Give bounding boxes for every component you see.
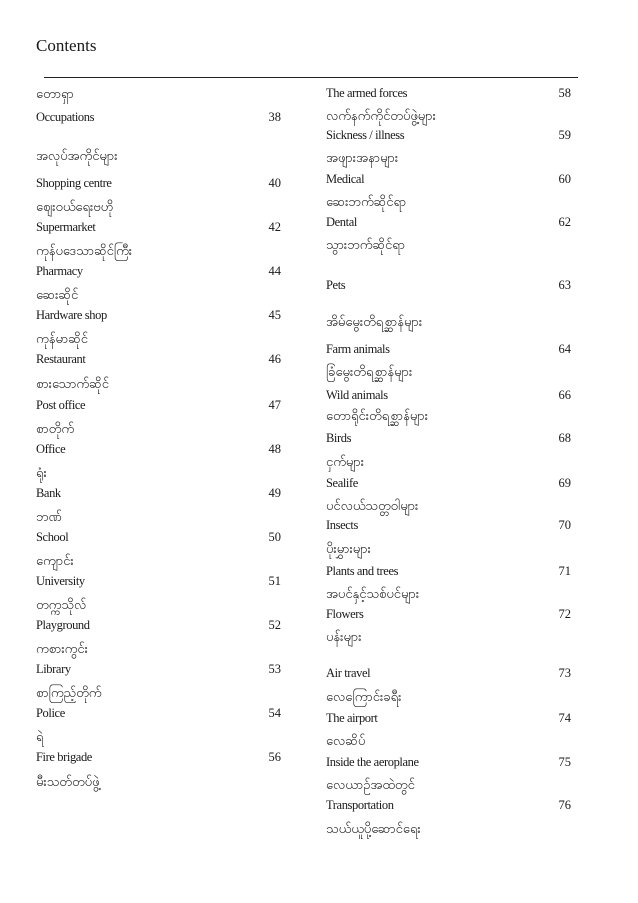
toc-burmese-subtitle: ဈေးဝယ်ရေးဗဟို — [36, 200, 114, 215]
toc-entry — [36, 308, 281, 322]
toc-burmese-subtitle: လေယာဉ်အထဲတွင် — [326, 778, 415, 793]
toc-entry-page: 51 — [268, 574, 281, 588]
header-divider — [44, 77, 578, 78]
toc-entry-page: 38 — [268, 110, 281, 124]
toc-entry — [36, 750, 281, 764]
toc-entry — [326, 711, 571, 725]
toc-entry-page: 69 — [558, 476, 571, 490]
toc-burmese-subtitle: ပင်လယ်သတ္တဝါများ — [326, 499, 419, 514]
toc-burmese-subtitle: ရဲ — [36, 730, 44, 745]
toc-burmese-subtitle: တောရှာ — [36, 87, 74, 102]
toc-entry-title: The airport — [326, 711, 378, 725]
toc-entry-page: 76 — [558, 798, 571, 812]
toc-entry-page: 74 — [558, 711, 571, 725]
toc-burmese-subtitle: စားသောက်ဆိုင် — [36, 377, 109, 392]
toc-entry-title: Pets — [326, 278, 346, 292]
toc-entry — [36, 706, 281, 720]
toc-entry — [326, 86, 571, 100]
toc-burmese-subtitle: အိမ်မွေးတိရစ္ဆာန်များ — [326, 315, 423, 330]
toc-entry-page: 70 — [558, 518, 571, 532]
toc-entry-title: Occupations — [36, 110, 95, 124]
toc-entry-title: The armed forces — [326, 86, 408, 100]
toc-burmese-subtitle: လက်နက်ကိုင်တပ်ဖွဲ့များ — [326, 109, 436, 124]
toc-entry-title: Playground — [36, 618, 90, 632]
toc-entry-title: Hardware shop — [36, 308, 107, 322]
toc-entry-page: 54 — [268, 706, 281, 720]
toc-burmese-subtitle: စာကြည့်တိုက် — [36, 686, 102, 701]
toc-burmese-subtitle: ဆေးဘက်ဆိုင်ရာ — [326, 195, 407, 210]
toc-entry — [326, 278, 571, 292]
toc-entry-page: 59 — [558, 128, 571, 142]
toc-entry — [326, 215, 571, 229]
toc-burmese-subtitle: ကုန်မာဆိုင် — [36, 332, 88, 347]
page-title: Contents — [36, 36, 97, 55]
toc-entry-page: 72 — [558, 607, 571, 621]
toc-entry — [36, 176, 281, 190]
toc-entry-title: Fire brigade — [36, 750, 92, 764]
toc-entry-page: 63 — [558, 278, 571, 292]
toc-entry-page: 62 — [558, 215, 571, 229]
toc-entry-page: 48 — [268, 442, 281, 456]
toc-entry-title: Bank — [36, 486, 61, 500]
toc-entry — [326, 666, 571, 680]
toc-burmese-subtitle: ပိုးမွှားများ — [326, 542, 371, 557]
toc-entry — [326, 342, 571, 356]
toc-entry — [326, 431, 571, 445]
toc-entry-page: 47 — [268, 398, 281, 412]
toc-burmese-subtitle: အဖျားအနာများ — [326, 151, 399, 166]
toc-entry-page: 52 — [268, 618, 281, 632]
toc-entry-title: Restaurant — [36, 352, 86, 366]
toc-entry-title: Police — [36, 706, 65, 720]
toc-entry-page: 75 — [558, 755, 571, 769]
toc-entry-title: Transportation — [326, 798, 394, 812]
toc-burmese-subtitle: တက္ကသိုလ် — [36, 598, 87, 613]
toc-entry — [326, 518, 571, 532]
toc-entry — [36, 110, 281, 124]
toc-burmese-subtitle: ကျောင်း — [36, 554, 74, 569]
toc-burmese-subtitle: သယ်ယူပို့ဆောင်ရေး — [326, 822, 421, 837]
toc-entry-title: Library — [36, 662, 71, 676]
toc-entry-page: 46 — [268, 352, 281, 366]
toc-entry — [326, 388, 571, 402]
toc-entry-page: 64 — [558, 342, 571, 356]
toc-entry-title: University — [36, 574, 85, 588]
toc-entry-title: Sealife — [326, 476, 358, 490]
toc-entry — [36, 530, 281, 544]
toc-entry — [326, 172, 571, 186]
toc-burmese-subtitle: ရုံး — [36, 466, 47, 481]
toc-entry-title: Flowers — [326, 607, 364, 621]
toc-entry-page: 60 — [558, 172, 571, 186]
toc-burmese-subtitle: မီးသတ်တပ်ဖွဲ့ — [36, 775, 100, 790]
toc-entry — [36, 486, 281, 500]
toc-entry — [36, 662, 281, 676]
toc-entry — [36, 574, 281, 588]
toc-entry-title: School — [36, 530, 69, 544]
toc-entry — [36, 352, 281, 366]
toc-entry — [326, 755, 571, 769]
toc-entry-title: Air travel — [326, 666, 371, 680]
toc-entry-page: 68 — [558, 431, 571, 445]
toc-burmese-subtitle: သွားဘက်ဆိုင်ရာ — [326, 238, 406, 253]
toc-entry-title: Office — [36, 442, 66, 456]
toc-burmese-subtitle: တောရိုင်းတိရစ္ဆာန်များ — [326, 409, 429, 424]
toc-entry-title: Plants and trees — [326, 564, 399, 578]
toc-entry-title: Pharmacy — [36, 264, 83, 278]
toc-entry — [326, 564, 571, 578]
toc-burmese-subtitle: စာတိုက် — [36, 422, 75, 437]
toc-entry-title: Supermarket — [36, 220, 96, 234]
toc-entry-page: 53 — [268, 662, 281, 676]
toc-burmese-subtitle: အပင်နှင့်သစ်ပင်များ — [326, 587, 420, 602]
toc-entry — [36, 220, 281, 234]
toc-entry — [326, 607, 571, 621]
toc-entry-page: 66 — [558, 388, 571, 402]
toc-entry — [36, 442, 281, 456]
toc-entry-page: 44 — [268, 264, 281, 278]
toc-entry-title: Dental — [326, 215, 357, 229]
toc-entry — [36, 618, 281, 632]
toc-entry — [326, 476, 571, 490]
toc-entry-title: Inside the aeroplane — [326, 755, 419, 769]
toc-entry-title: Insects — [326, 518, 358, 532]
toc-entry — [36, 398, 281, 412]
toc-burmese-subtitle: လေဆိပ် — [326, 734, 366, 749]
toc-entry — [326, 798, 571, 812]
toc-entry-page: 50 — [268, 530, 281, 544]
toc-entry-title: Medical — [326, 172, 365, 186]
toc-entry-page: 42 — [268, 220, 281, 234]
toc-burmese-subtitle: လေကြောင်းခရီး — [326, 690, 402, 705]
toc-burmese-subtitle: ဆေးဆိုင် — [36, 288, 79, 303]
toc-burmese-subtitle: ကုန်ပဒေသာဆိုင်ကြီး — [36, 244, 133, 259]
toc-burmese-subtitle: ဘဏ် — [36, 510, 62, 525]
toc-burmese-subtitle: အလုပ်အကိုင်များ — [36, 149, 118, 164]
toc-burmese-subtitle: ကစားကွင်း — [36, 642, 88, 657]
toc-entry-page: 58 — [558, 86, 571, 100]
toc-burmese-subtitle: ပန်းများ — [326, 630, 362, 645]
toc-entry-title: Shopping centre — [36, 176, 112, 190]
toc-entry — [326, 128, 571, 142]
toc-entry-title: Farm animals — [326, 342, 390, 356]
toc-entry-page: 40 — [268, 176, 281, 190]
toc-entry-title: Post office — [36, 398, 86, 412]
toc-entry-title: Birds — [326, 431, 352, 445]
toc-entry-page: 56 — [268, 750, 281, 764]
toc-entry-page: 45 — [268, 308, 281, 322]
toc-entry-page: 71 — [558, 564, 571, 578]
toc-entry-page: 73 — [558, 666, 571, 680]
toc-entry-title: Sickness / illness — [326, 128, 405, 142]
toc-entry-page: 49 — [268, 486, 281, 500]
toc-entry — [36, 264, 281, 278]
toc-burmese-subtitle: ခြံမွေးတိရစ္ဆာန်များ — [326, 365, 413, 380]
toc-entry-title: Wild animals — [326, 388, 388, 402]
toc-burmese-subtitle: ငှက်များ — [326, 455, 365, 470]
